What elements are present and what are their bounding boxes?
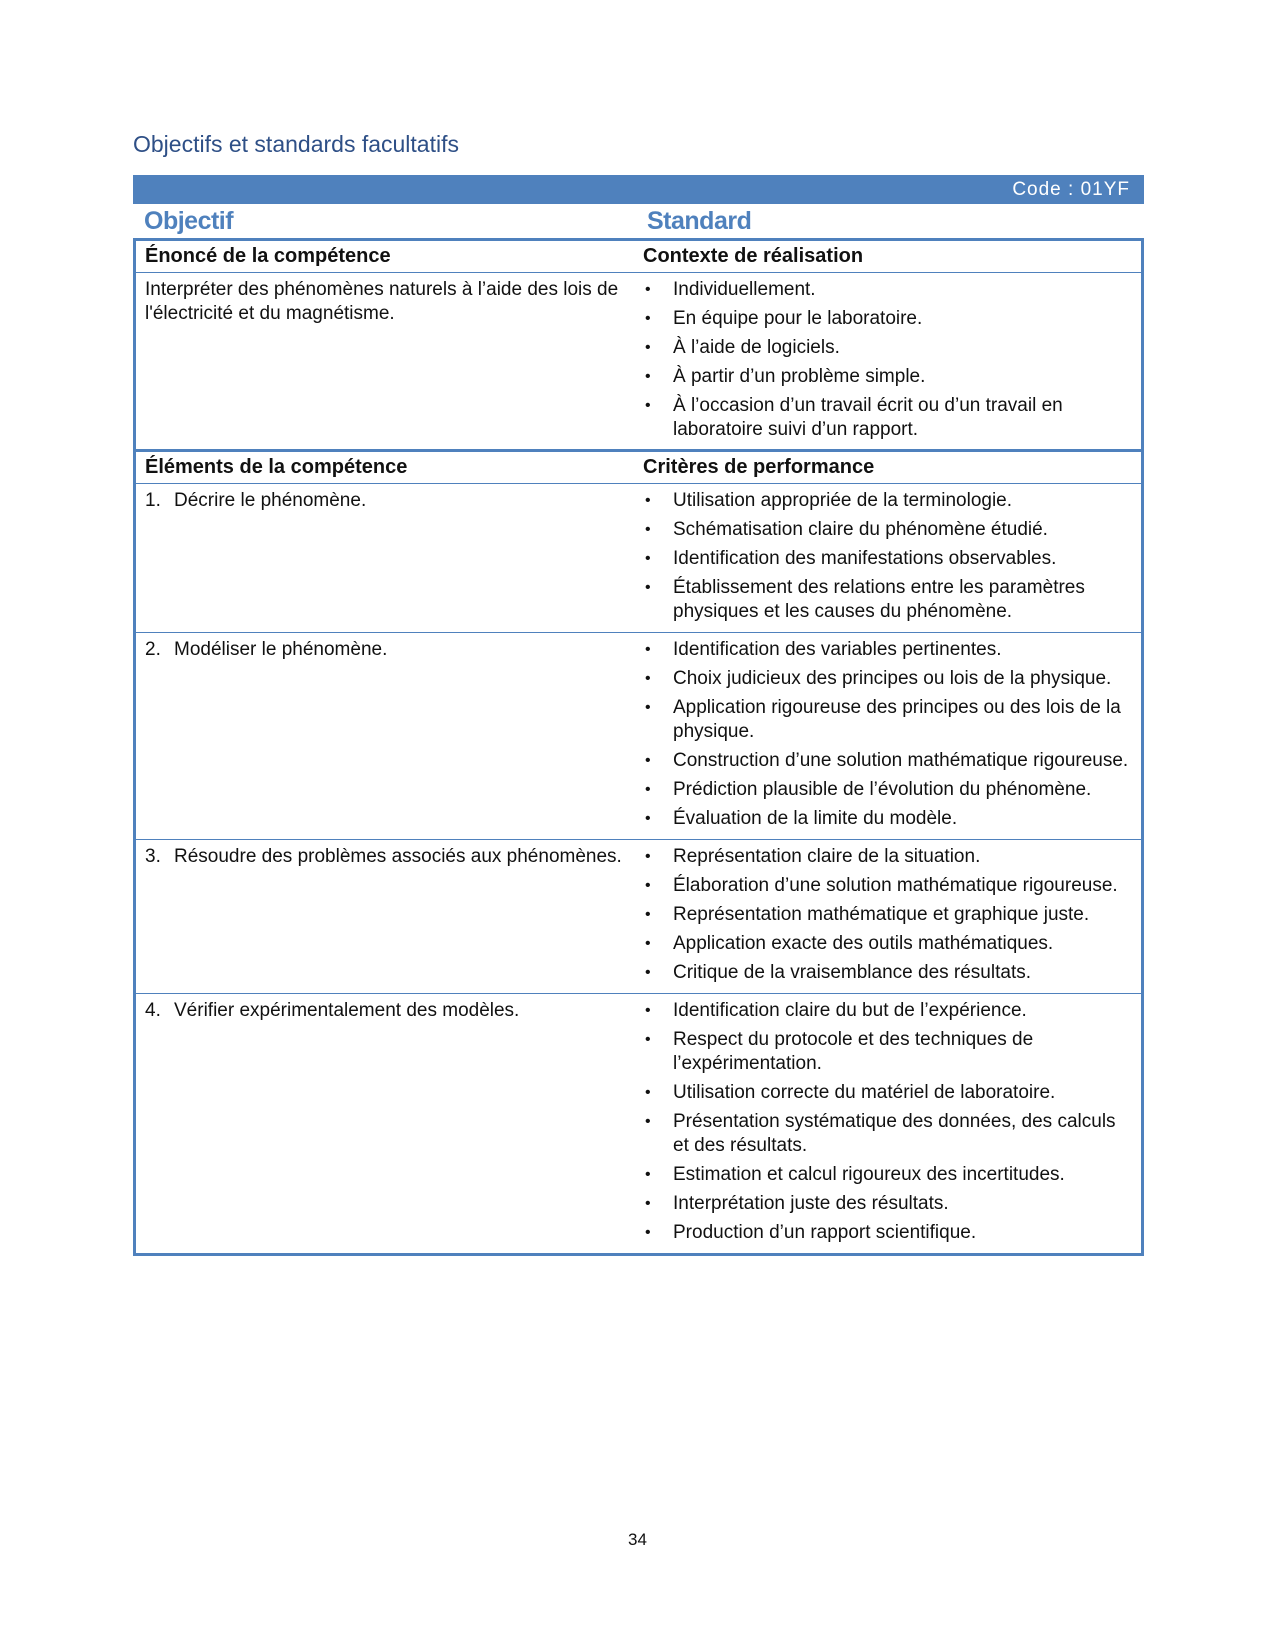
list-item — [643, 336, 1135, 360]
criteria-header-label: Critères de performance — [643, 456, 875, 478]
list-item — [643, 1192, 1135, 1216]
criteria-cell — [639, 994, 1141, 1253]
statement-text-cell — [136, 273, 639, 450]
list-item-text: Utilisation appropriée de la terminologie. — [673, 490, 1013, 511]
criteria-cell — [639, 633, 1141, 839]
element-item — [145, 999, 629, 1023]
list-item-text: Schématisation claire du phénomène étudié. — [673, 519, 1048, 540]
element-text: Résoudre des problèmes associés aux phénomènes. — [174, 846, 622, 867]
bullet-icon: • — [645, 670, 651, 687]
element-cell — [136, 633, 639, 839]
bullet-icon: • — [645, 1031, 651, 1048]
list-item — [643, 1110, 1135, 1158]
bullet-icon: • — [645, 641, 651, 658]
list-item-text: Identification des manifestations observables. — [673, 548, 1057, 569]
list-item-text: Prédiction plausible de l’évolution du phénomène. — [673, 779, 1092, 800]
list-item — [643, 547, 1135, 571]
list-item — [643, 394, 1135, 442]
column-header-standard: Standard — [647, 207, 752, 235]
context-list — [643, 278, 1135, 442]
list-item — [643, 365, 1135, 389]
list-item — [643, 749, 1135, 773]
list-item — [643, 278, 1135, 302]
list-item-text: Identification claire du but de l’expérience. — [673, 1000, 1027, 1021]
list-item-text: Application exacte des outils mathématiques. — [673, 933, 1054, 954]
element-text: Décrire le phénomène. — [174, 490, 367, 511]
list-item — [643, 778, 1135, 802]
bullet-icon: • — [645, 281, 651, 298]
list-item — [643, 1163, 1135, 1187]
elements-header-left — [136, 456, 639, 479]
bullet-icon: • — [645, 492, 651, 509]
criteria-cell — [639, 484, 1141, 632]
bullet-icon: • — [645, 397, 651, 414]
statement-header-row — [136, 241, 1141, 273]
statement-text: Interpréter des phénomènes naturels à l’aide des lois de l'électricité et du magnétisme. — [145, 279, 619, 324]
list-item-text: Respect du protocole et des techniques de l’expérimentation. — [673, 1029, 1034, 1074]
bullet-icon: • — [645, 699, 651, 716]
bullet-icon: • — [645, 877, 651, 894]
bullet-icon: • — [645, 935, 651, 952]
bullet-icon: • — [645, 310, 651, 327]
statement-header-left — [136, 245, 639, 268]
list-item-text: À l’occasion d’un travail écrit ou d’un travail en laboratoire suivi d’un rapport. — [673, 395, 1063, 440]
list-item — [643, 932, 1135, 956]
list-item-text: Élaboration d’une solution mathématique rigoureuse. — [673, 875, 1118, 896]
bullet-icon: • — [645, 550, 651, 567]
page-title: Objectifs et standards facultatifs — [133, 131, 459, 157]
element-text: Vérifier expérimentalement des modèles. — [174, 1000, 520, 1021]
criteria-list — [643, 489, 1135, 624]
elements-block — [133, 449, 1144, 1256]
criteria-header-right — [639, 456, 1141, 479]
list-item-text: Évaluation de la limite du modèle. — [673, 808, 958, 829]
list-item-text: Estimation et calcul rigoureux des incertitudes. — [673, 1164, 1065, 1185]
context-list-cell — [639, 273, 1141, 450]
list-item — [643, 696, 1135, 744]
list-item-text: Critique de la vraisemblance des résultats. — [673, 962, 1032, 983]
list-item-text: Identification des variables pertinentes. — [673, 639, 1002, 660]
criteria-cell — [639, 840, 1141, 993]
column-headers — [133, 207, 1144, 242]
list-item-text: Représentation claire de la situation. — [673, 846, 981, 867]
element-cell — [136, 484, 639, 632]
bullet-icon: • — [645, 1166, 651, 1183]
criteria-list — [643, 845, 1135, 985]
element-item — [145, 489, 629, 513]
bullet-icon: • — [645, 1224, 651, 1241]
list-item — [643, 874, 1135, 898]
statement-block — [133, 238, 1144, 453]
criteria-list — [643, 638, 1135, 831]
bullet-icon: • — [645, 781, 651, 798]
element-number: 1. — [145, 490, 161, 511]
column-header-objectif: Objectif — [144, 207, 234, 235]
element-item — [145, 845, 629, 869]
element-number: 4. — [145, 1000, 161, 1021]
element-text: Modéliser le phénomène. — [174, 639, 388, 660]
element-row-2 — [136, 632, 1141, 839]
list-item — [643, 638, 1135, 662]
list-item-text: Établissement des relations entre les paramètres physiques et les causes du phénomène. — [673, 577, 1085, 622]
list-item — [643, 999, 1135, 1023]
bullet-icon: • — [645, 368, 651, 385]
page-number: 34 — [628, 1530, 647, 1549]
list-item-text: Utilisation correcte du matériel de laboratoire. — [673, 1082, 1056, 1103]
statement-header-label: Énoncé de la compétence — [145, 245, 391, 267]
list-item-text: À l’aide de logiciels. — [673, 337, 840, 358]
list-item — [643, 1081, 1135, 1105]
code-bar — [133, 175, 1144, 204]
context-header-label: Contexte de réalisation — [643, 245, 864, 267]
bullet-icon: • — [645, 1113, 651, 1130]
list-item — [643, 1221, 1135, 1245]
bullet-icon: • — [645, 1195, 651, 1212]
criteria-list — [643, 999, 1135, 1245]
list-item — [643, 667, 1135, 691]
list-item — [643, 961, 1135, 985]
element-row-1 — [136, 484, 1141, 632]
elements-header-row — [136, 452, 1141, 484]
bullet-icon: • — [645, 906, 651, 923]
list-item — [643, 518, 1135, 542]
list-item-text: Interprétation juste des résultats. — [673, 1193, 949, 1214]
element-row-3 — [136, 839, 1141, 993]
element-row-4 — [136, 993, 1141, 1253]
list-item-text: Choix judicieux des principes ou lois de la physique. — [673, 668, 1112, 689]
bullet-icon: • — [645, 521, 651, 538]
elements-header-label: Éléments de la compétence — [145, 456, 408, 478]
statement-body-row — [136, 273, 1141, 450]
bullet-icon: • — [645, 1084, 651, 1101]
list-item-text: En équipe pour le laboratoire. — [673, 308, 923, 329]
list-item-text: Construction d’une solution mathématique rigoureuse. — [673, 750, 1129, 771]
list-item — [643, 307, 1135, 331]
list-item-text: À partir d’un problème simple. — [673, 366, 926, 387]
bullet-icon: • — [645, 752, 651, 769]
bullet-icon: • — [645, 964, 651, 981]
bullet-icon: • — [645, 1002, 651, 1019]
list-item — [643, 845, 1135, 869]
element-number: 3. — [145, 846, 161, 867]
list-item-text: Production d’un rapport scientifique. — [673, 1222, 977, 1243]
context-header-right — [639, 245, 1141, 268]
list-item-text: Représentation mathématique et graphique juste. — [673, 904, 1090, 925]
bullet-icon: • — [645, 579, 651, 596]
list-item-text: Individuellement. — [673, 279, 816, 300]
element-cell — [136, 994, 639, 1253]
element-item — [145, 638, 629, 662]
list-item — [643, 807, 1135, 831]
list-item — [643, 1028, 1135, 1076]
bullet-icon: • — [645, 339, 651, 356]
element-cell — [136, 840, 639, 993]
list-item — [643, 576, 1135, 624]
bullet-icon: • — [645, 848, 651, 865]
bullet-icon: • — [645, 810, 651, 827]
list-item-text: Présentation systématique des données, des calculs et des résultats. — [673, 1111, 1116, 1156]
code-label: Code : 01YF — [1012, 179, 1130, 200]
list-item — [643, 903, 1135, 927]
list-item — [643, 489, 1135, 513]
list-item-text: Application rigoureuse des principes ou des lois de la physique. — [673, 697, 1121, 742]
element-number: 2. — [145, 639, 161, 660]
